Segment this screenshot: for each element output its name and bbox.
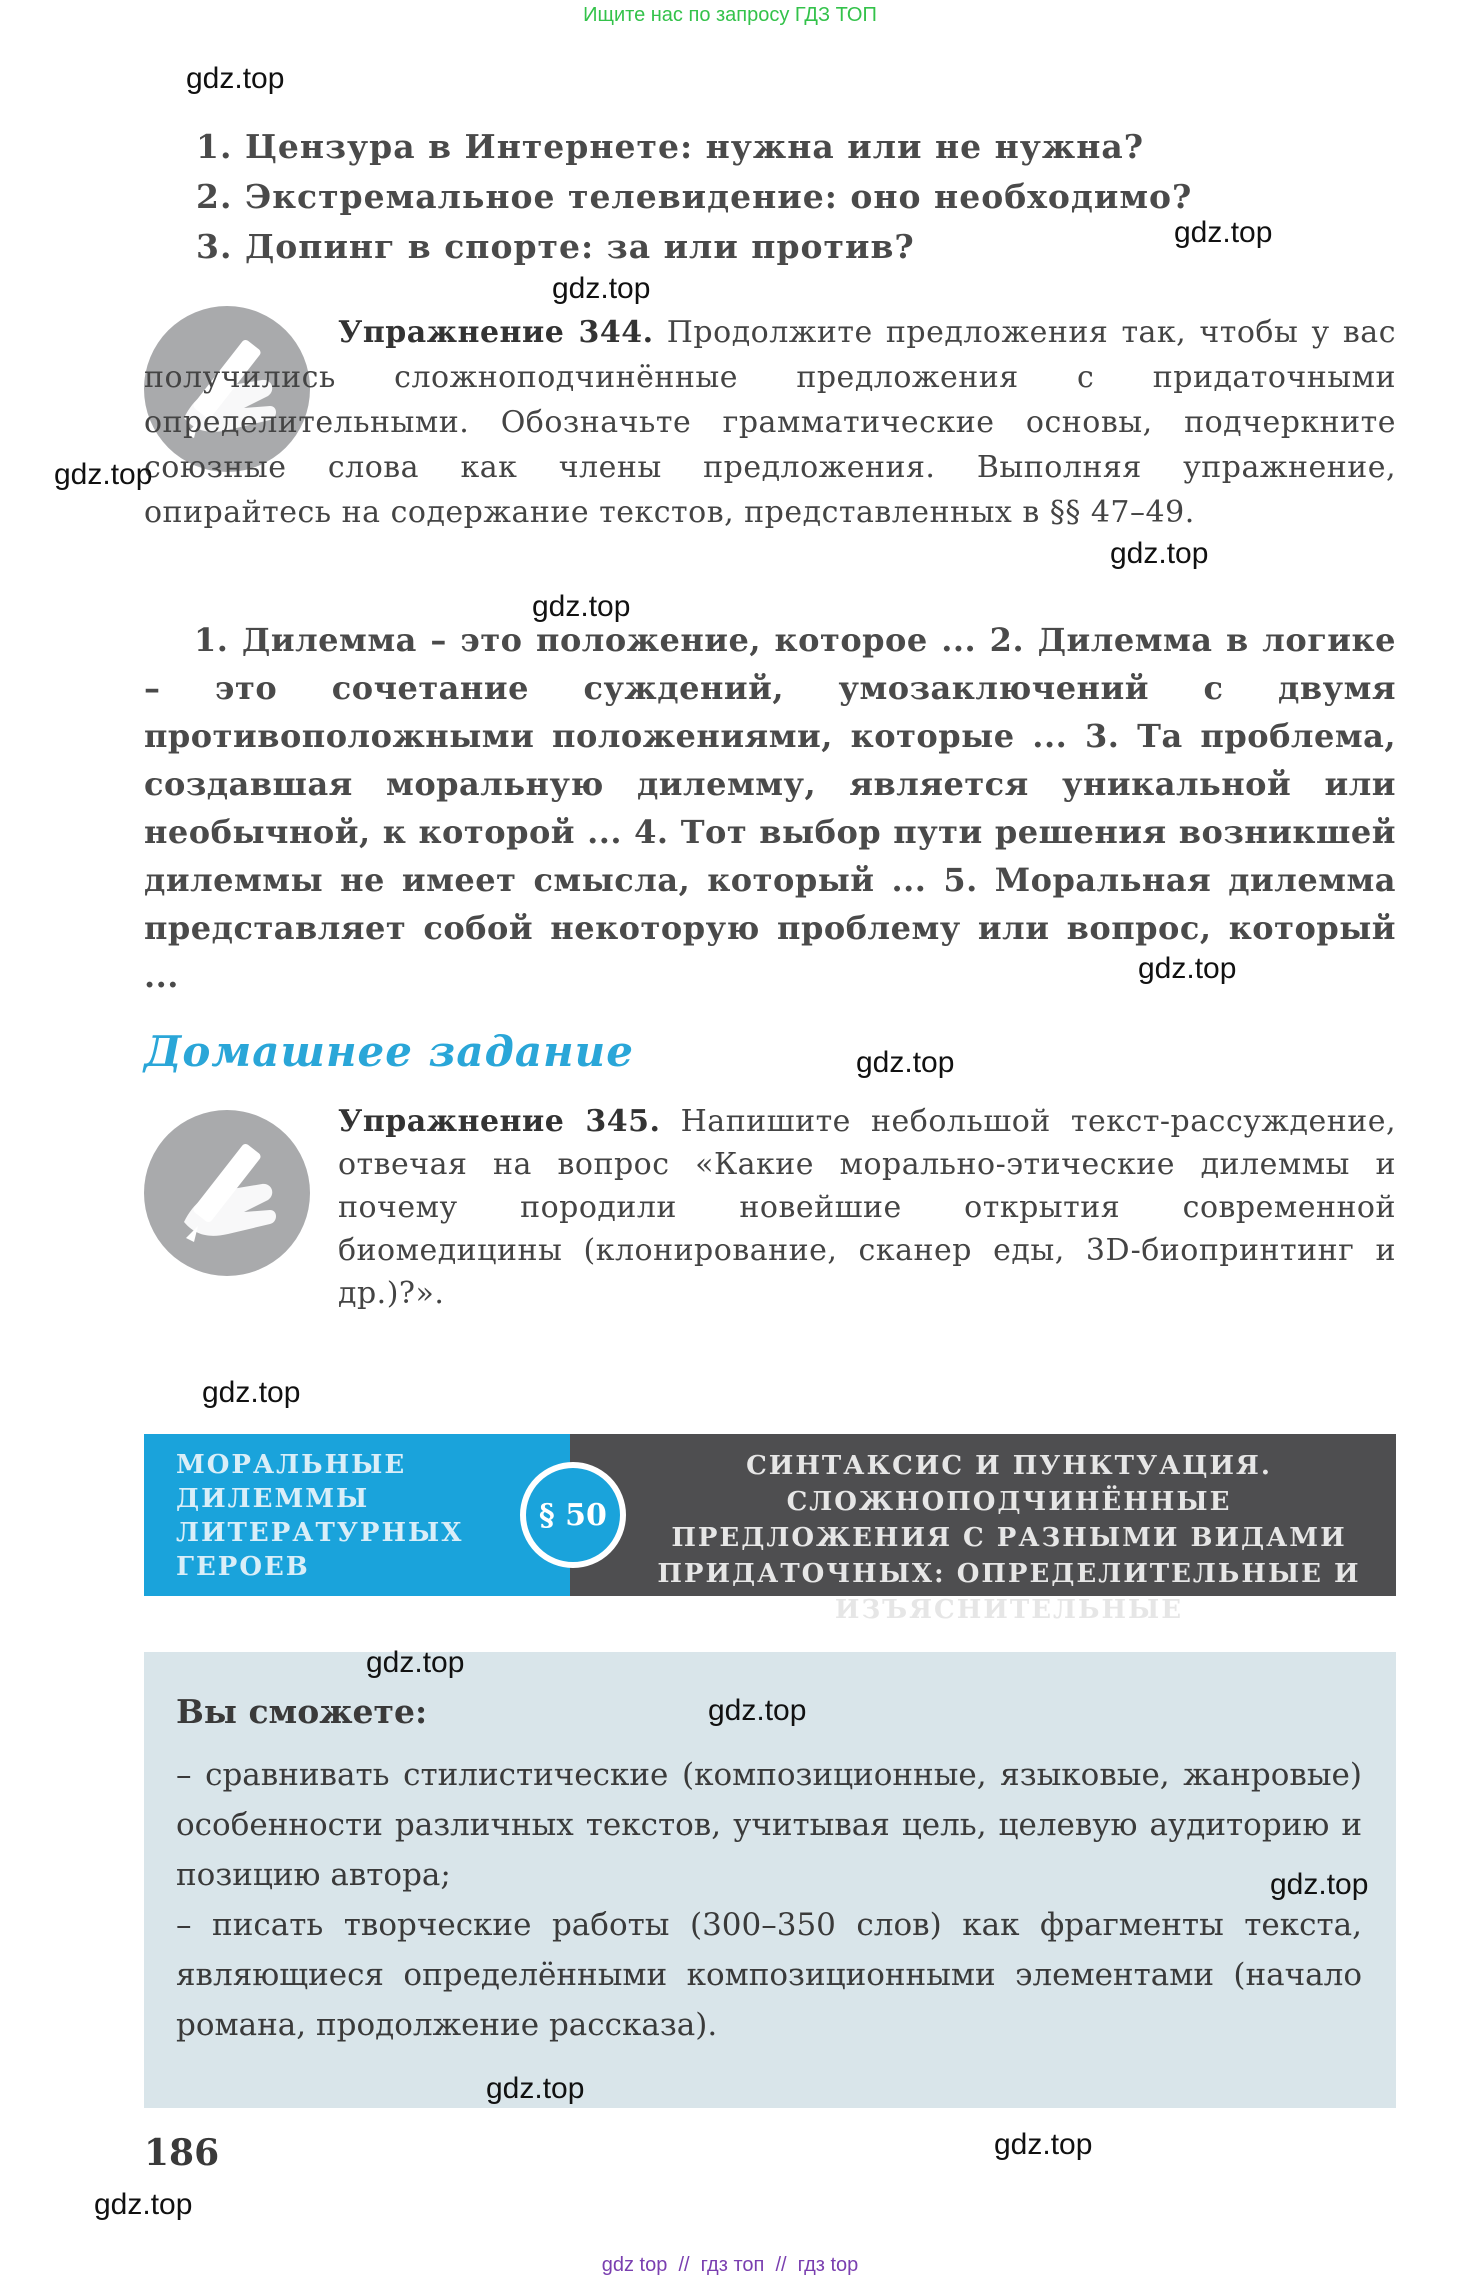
watermark: gdz.top [856,1046,955,1079]
watermark: gdz.top [1174,216,1273,249]
watermark: gdz.top [1270,1868,1369,1901]
exercise-344-sentences: 1. Дилемма – это положение, которое ... 2. Дилемма в логике – это сочетание суждений, умозаключений с двумя противоположными положениями, которые ... 3. Та проблема, создавшая моральную дилемму, является уникальной или необычной, к которой ... 4. Тот выбор пути решения возникшей дилеммы не имеет смысла, который ... 5. Моральная дилемма представляет собой некоторую проблему или вопрос, который ... [144,621,1396,995]
pencil-hand-icon [144,1110,310,1276]
homework-title: Домашнее задание [144,1027,634,1076]
watermark: gdz.top [532,590,631,623]
section-grammar-panel [570,1434,1396,1625]
watermark: gdz.top [94,2188,193,2221]
watermark: gdz.top [366,1646,465,1679]
watermark: gdz.top [1110,537,1209,570]
exercise-345 [338,1100,1396,1315]
exercise-345-text: Напишите небольшой текст-рассуждение, отвечая на вопрос «Какие морально-этические дилеммы и почему породили новейшие открытия современной биомедицины (клонирование, сканер еды, 3D-биопринтинг и др.)?». [338,1104,1396,1311]
exercise-344-text: Продолжите предложения так, чтобы у вас получились сложноподчинённые предложения с придаточными определительными. Обозначьте грамматические основы, подчеркните союзные слова как члены предложения. Выполняя упражнение, опирайтесь на содержание текстов, представленных в §§ 47–49. [144,315,1396,530]
section-header [144,1434,1396,1625]
watermark: gdz.top [486,2072,585,2105]
watermark: gdz.top [994,2128,1093,2161]
page-number: 186 [144,2132,220,2174]
exercise-344-label: Упражнение 344. [338,315,654,350]
watermark: gdz.top [552,272,651,305]
section-number-badge [520,1462,626,1568]
outcome-item: – писать творческие работы (300–350 слов) как фрагменты текста, являющиеся определёнными композиционными элементами (начало романа, продолжение рассказа). [176,1907,1362,2043]
topics-list [196,122,1192,272]
watermark: gdz.top [1138,952,1237,985]
outcomes-title: Вы сможете: [176,1692,428,1731]
watermark: gdz.top [708,1694,807,1727]
topic-item: 2. Экстремальное телевидение: оно необходимо? [196,177,1193,216]
topic-item: 1. Цензура в Интернете: нужна или не нужна? [196,127,1145,166]
outcomes-list [176,1750,1362,2050]
section-grammar-title: СИНТАКСИС И ПУНКТУАЦИЯ. СЛОЖНОПОДЧИНЁННЫЕ ПРЕДЛОЖЕНИЯ С РАЗНЫМИ ВИДАМИ ПРИДАТОЧНЫХ: ОПРЕДЕЛИТЕЛЬНЫЕ И ИЗЪЯСНИТЕЛЬНЫЕ [657,1451,1361,1625]
watermark: gdz.top [54,458,153,491]
top-banner: Ищите нас по запросу ГДЗ ТОП [583,4,877,26]
section-number: § 50 [539,1497,607,1533]
exercise-344 [144,310,1396,535]
section-topic-title: МОРАЛЬНЫЕ ДИЛЕММЫ ЛИТЕРАТУРНЫХ ГЕРОЕВ [176,1450,464,1582]
topic-item: 3. Допинг в спорте: за или против? [196,227,915,266]
section-topic-panel [144,1434,570,1596]
watermark: gdz.top [186,62,285,95]
exercise-345-label: Упражнение 345. [338,1104,661,1139]
footer-links: gdz top // гдз топ // гдз top [601,2254,859,2276]
outcome-item: – сравнивать стилистические (композиционные, языковые, жанровые) особенности различных текстов, учитывая цель, целевую аудиторию и позицию автора; [176,1757,1362,1893]
watermark: gdz.top [202,1376,301,1409]
